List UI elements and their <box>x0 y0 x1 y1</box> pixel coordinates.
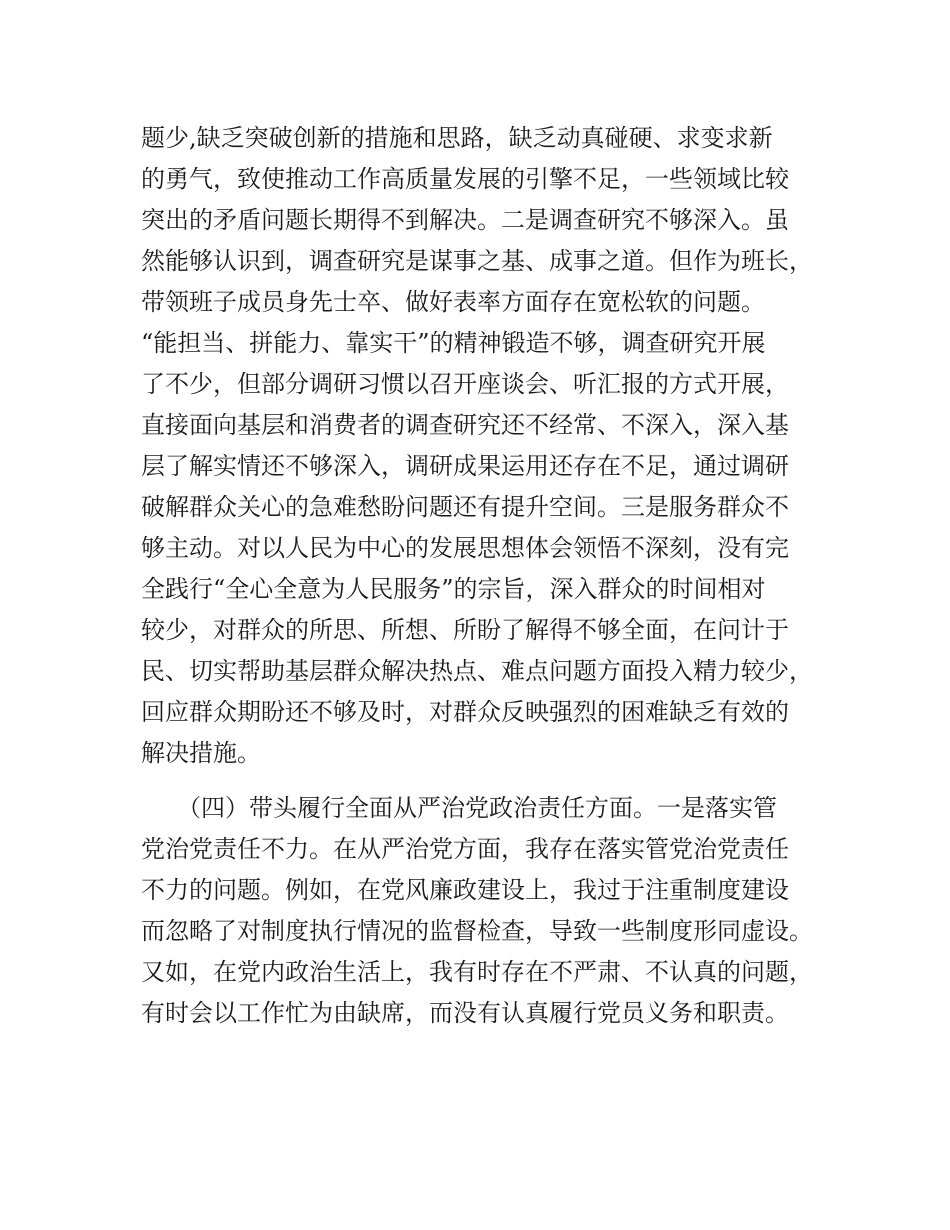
text-line: 不力的问题。例如，在党风廉政建设上，我过于注重制度建设 <box>141 876 789 904</box>
paragraph-2 <box>141 788 821 1034</box>
paragraph-1 <box>141 118 821 774</box>
text-line: 然能够认识到，调查研究是谋事之基、成事之道。但作为班长， <box>141 247 813 275</box>
text-line: 而忽略了对制度执行情况的监督检查，导致一些制度形同虚设。 <box>141 917 813 945</box>
text-line: 的勇气，致使推动工作高质量发展的引擎不足，一些领域比较 <box>141 165 789 193</box>
document-body <box>141 118 821 1034</box>
text-line: 直接面向基层和消费者的调查研究还不经常、不深入，深入基 <box>141 411 789 439</box>
text-line: 党治党责任不力。在从严治党方面，我存在落实管党治党责任 <box>141 835 789 863</box>
text-line: 了不少，但部分调研习惯以召开座谈会、听汇报的方式开展， <box>141 370 789 398</box>
text-line: 民、切实帮助基层群众解决热点、难点问题方面投入精力较少， <box>141 657 813 685</box>
text-line: 带领班子成员身先士卒、做好表率方面存在宽松软的问题。 <box>141 288 765 316</box>
text-line: 回应群众期盼还不够及时，对群众反映强烈的困难缺乏有效的 <box>141 698 789 726</box>
paragraph-spacer <box>141 774 821 788</box>
text-line: 又如，在党内政治生活上，我有时存在不严肃、不认真的问题， <box>141 958 813 986</box>
text-line: 层了解实情还不够深入，调研成果运用还存在不足，通过调研 <box>141 452 789 480</box>
text-line: 解决措施。 <box>141 739 261 767</box>
text-line: 破解群众关心的急难愁盼问题还有提升空间。三是服务群众不 <box>141 493 789 521</box>
text-line: 突出的矛盾问题长期得不到解决。二是调查研究不够深入。虽 <box>141 206 789 234</box>
text-line: 全践行“全心全意为人民服务”的宗旨，深入群众的时间相对 <box>141 575 766 603</box>
text-line: （四）带头履行全面从严治党政治责任方面。一是落实管 <box>141 794 777 822</box>
text-line: “能担当、拼能力、靠实干”的精神锻造不够，调查研究开展 <box>141 329 766 357</box>
text-line: 够主动。对以人民为中心的发展思想体会领悟不深刻，没有完 <box>141 534 789 562</box>
text-line: 有时会以工作忙为由缺席，而没有认真履行党员义务和职责。 <box>141 999 789 1027</box>
text-line: 较少，对群众的所思、所想、所盼了解得不够全面，在问计于 <box>141 616 789 644</box>
text-line: 题少,缺乏突破创新的措施和思路，缺乏动真碰硬、求变求新 <box>141 124 773 152</box>
